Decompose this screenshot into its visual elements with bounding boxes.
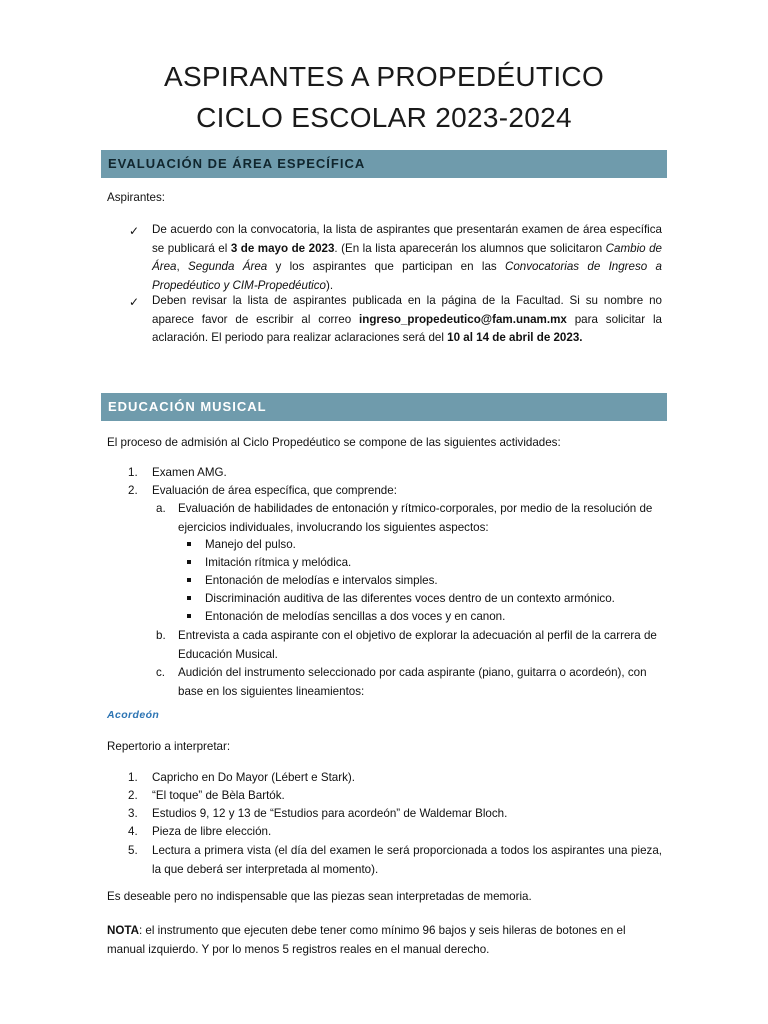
list-number: 3.	[128, 807, 138, 820]
square-bullet-icon	[187, 542, 191, 546]
aspect-item: Entonación de melodías e intervalos simples.	[205, 574, 438, 587]
list-number: 1.	[128, 771, 138, 784]
repertoire-label: Repertorio a interpretar:	[107, 740, 231, 753]
square-bullet-icon	[187, 578, 191, 582]
sublist-item: Audición del instrumento seleccionado por cada aspirante (piano, guitarra o acordeón), con base en los siguientes lineamientos:	[178, 666, 647, 698]
list-number: 1.	[128, 466, 138, 479]
section-heading-evaluacion: EVALUACIÓN DE ÁREA ESPECÍFICA	[101, 150, 667, 178]
sublist-letter: a.	[156, 502, 166, 515]
sublist-item: Entrevista a cada aspirante con el objetivo de explorar la adecuación al perfil de la carrera de Educación Musical.	[178, 629, 657, 661]
bullet-paragraph-2: Deben revisar la lista de aspirantes publicada en la página de la Facultad. Si su nombre no aparece favor de escribir al correo ingreso_propedeutico@fam.unam.mx para solicitar la aclaración. El periodo para realizar aclaraciones será del 10 al 14 de abril de 2023.	[152, 294, 662, 344]
list-item: Examen AMG.	[152, 466, 227, 479]
square-bullet-icon	[187, 596, 191, 600]
list-number: 2.	[128, 484, 138, 497]
list-item: Evaluación de área específica, que comprende:	[152, 484, 397, 497]
repertoire-item: Capricho en Do Mayor (Lébert e Stark).	[152, 771, 355, 784]
aspect-item: Entonación de melodías sencillas a dos voces y en canon.	[205, 610, 506, 623]
sublist-letter: b.	[156, 629, 166, 642]
section-heading-educacion-musical: EDUCACIÓN MUSICAL	[101, 393, 667, 421]
nota-paragraph: NOTA: el instrumento que ejecuten debe tener como mínimo 96 bajos y seis hileras de botones en el manual izquierdo. Y por lo menos 5 registros reales en el manual derecho.	[107, 924, 626, 956]
sublist-letter: c.	[156, 666, 166, 679]
page-title-line-2: CICLO ESCOLAR 2023-2024	[196, 102, 572, 133]
aspirantes-label: Aspirantes:	[107, 191, 165, 204]
sublist-item: Evaluación de habilidades de entonación y rítmico-corporales, por medio de la resolución de ejercicios individuales, involucrando los siguientes aspectos:	[178, 502, 653, 534]
repertoire-item: Pieza de libre elección.	[152, 825, 272, 838]
list-number: 5.	[128, 844, 138, 857]
list-number: 2.	[128, 789, 138, 802]
check-icon: ✓	[129, 224, 140, 238]
square-bullet-icon	[187, 560, 191, 564]
page-title-line-1: ASPIRANTES A PROPEDÉUTICO	[163, 61, 605, 92]
repertoire-item: Lectura a primera vista (el día del examen le será proporcionada a todos los aspirantes una pieza, la que deberá ser interpretada al momento).	[152, 844, 662, 876]
acordeon-heading: Acordeón	[107, 709, 160, 721]
aspect-item: Imitación rítmica y melódica.	[205, 556, 352, 569]
aspect-item: Manejo del pulso.	[205, 538, 296, 551]
square-bullet-icon	[187, 614, 191, 618]
repertoire-item: “El toque” de Bèla Bartók.	[152, 789, 285, 802]
repertoire-item: Estudios 9, 12 y 13 de “Estudios para acordeón” de Waldemar Bloch.	[152, 807, 508, 820]
check-icon: ✓	[129, 295, 140, 309]
process-intro: El proceso de admisión al Ciclo Propedéutico se compone de las siguientes actividades:	[107, 436, 561, 449]
aspect-item: Discriminación auditiva de las diferentes voces dentro de un contexto armónico.	[205, 592, 615, 605]
memory-note: Es deseable pero no indispensable que las piezas sean interpretadas de memoria.	[107, 890, 532, 903]
bullet-paragraph-1: De acuerdo con la convocatoria, la lista de aspirantes que presentarán examen de área específica se publicará el 3 de mayo de 2023. (En la lista aparecerán los alumnos que solicitaron Cambio de Área, Segunda Área y los aspirantes que participan en las Convocatorias de Ingreso a Propedéutico y CIM-Propedéutico).	[152, 223, 663, 292]
list-number: 4.	[128, 825, 138, 838]
